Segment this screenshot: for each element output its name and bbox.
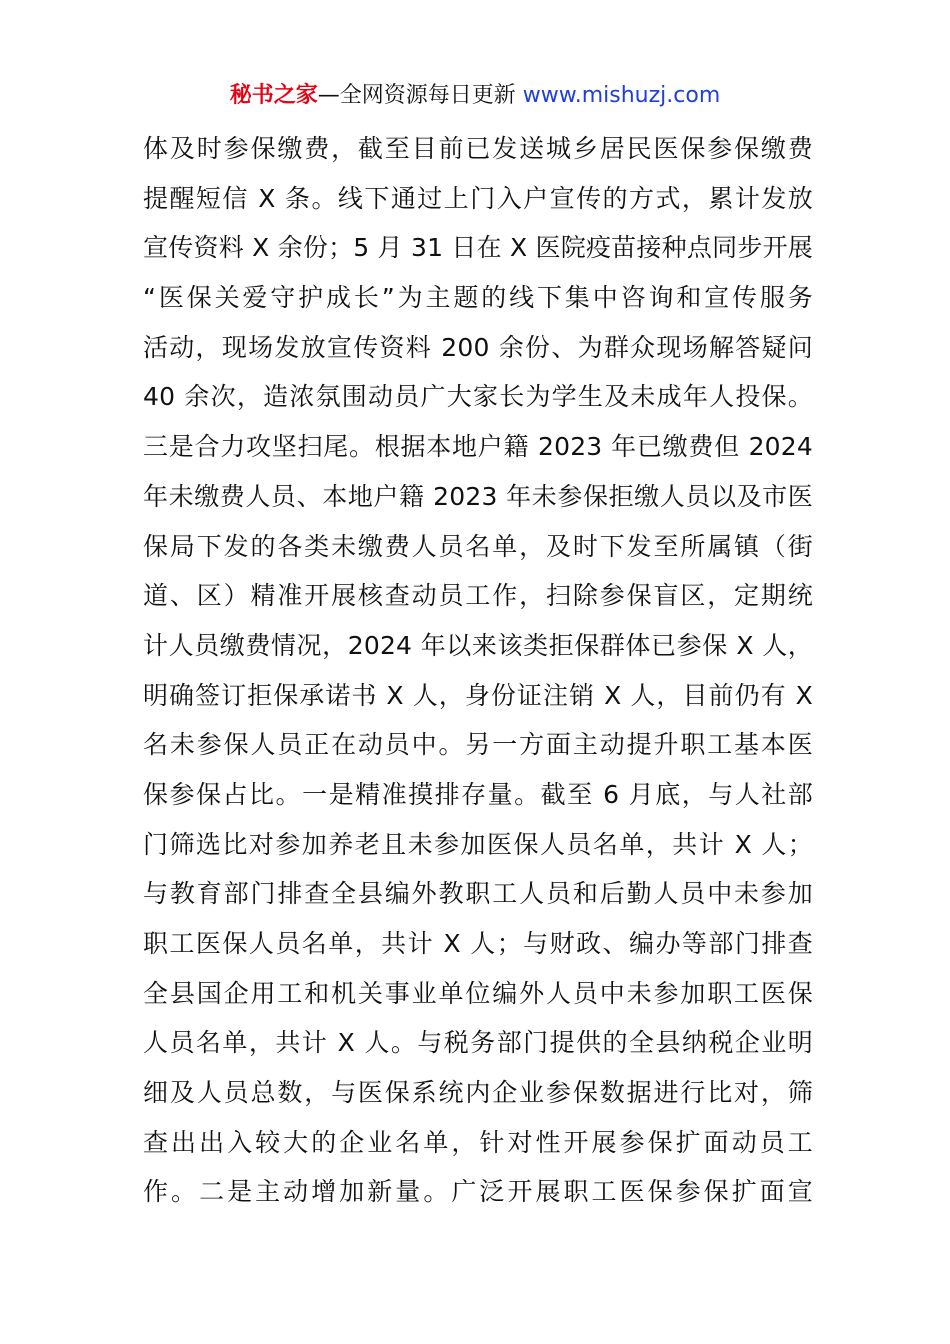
site-url[interactable]: www.mishuzj.com xyxy=(522,83,721,108)
header-tagline: —全网资源每日更新 xyxy=(317,83,523,108)
text-line: 活动，现场发放宣传资料 200 余份、为群众现场解答疑问 xyxy=(143,332,813,362)
text-line: 宣传资料 X 余份；5 月 31 日在 X 医院疫苗接种点同步开展 xyxy=(143,233,813,263)
text-line: 保局下发的各类未缴费人员名单，及时下发至所属镇（街 xyxy=(143,531,813,561)
document-body xyxy=(143,124,813,1217)
text-line: 道、区）精准开展核查动员工作，扫除参保盲区，定期统 xyxy=(143,581,813,611)
text-line: 人员名单，共计 X 人。与税务部门提供的全县纳税企业明 xyxy=(143,1028,813,1058)
text-line: 计人员缴费情况，2024 年以来该类拒保群体已参保 X 人， xyxy=(143,630,813,660)
text-line: 明确签订拒保承诺书 X 人，身份证注销 X 人，目前仍有 X xyxy=(143,680,813,710)
text-line: 细及人员总数，与医保系统内企业参保数据进行比对，筛 xyxy=(143,1078,813,1108)
text-line: 三是合力攻坚扫尾。根据本地户籍 2023 年已缴费但 2024 xyxy=(143,432,813,462)
text-line: 40 余次，造浓氛围动员广大家长为学生及未成年人投保。 xyxy=(143,382,813,412)
text-line: “医保关爱守护成长”为主题的线下集中咨询和宣传服务 xyxy=(143,283,813,313)
text-line: 与教育部门排查全县编外教职工人员和后勤人员中未参加 xyxy=(143,879,813,909)
text-line: 提醒短信 X 条。线下通过上门入户宣传的方式，累计发放 xyxy=(143,183,813,213)
text-line: 查出出入较大的企业名单，针对性开展参保扩面动员工 xyxy=(143,1127,813,1157)
page-header xyxy=(0,80,950,112)
text-line: 门筛选比对参加养老且未参加医保人员名单，共计 X 人； xyxy=(143,829,813,859)
text-line: 名未参保人员正在动员中。另一方面主动提升职工基本医 xyxy=(143,730,813,760)
text-line: 体及时参保缴费，截至目前已发送城乡居民医保参保缴费 xyxy=(143,134,813,163)
text-line: 全县国企用工和机关事业单位编外人员中未参加职工医保 xyxy=(143,978,813,1008)
brand-name: 秘书之家 xyxy=(229,83,318,108)
text-line: 作。二是主动增加新量。广泛开展职工医保参保扩面宣 xyxy=(143,1177,813,1207)
text-line: 年未缴费人员、本地户籍 2023 年未参保拒缴人员以及市医 xyxy=(143,481,813,511)
text-line: 保参保占比。一是精准摸排存量。截至 6 月底，与人社部 xyxy=(143,779,813,809)
text-line: 职工医保人员名单，共计 X 人；与财政、编办等部门排查 xyxy=(143,929,813,958)
